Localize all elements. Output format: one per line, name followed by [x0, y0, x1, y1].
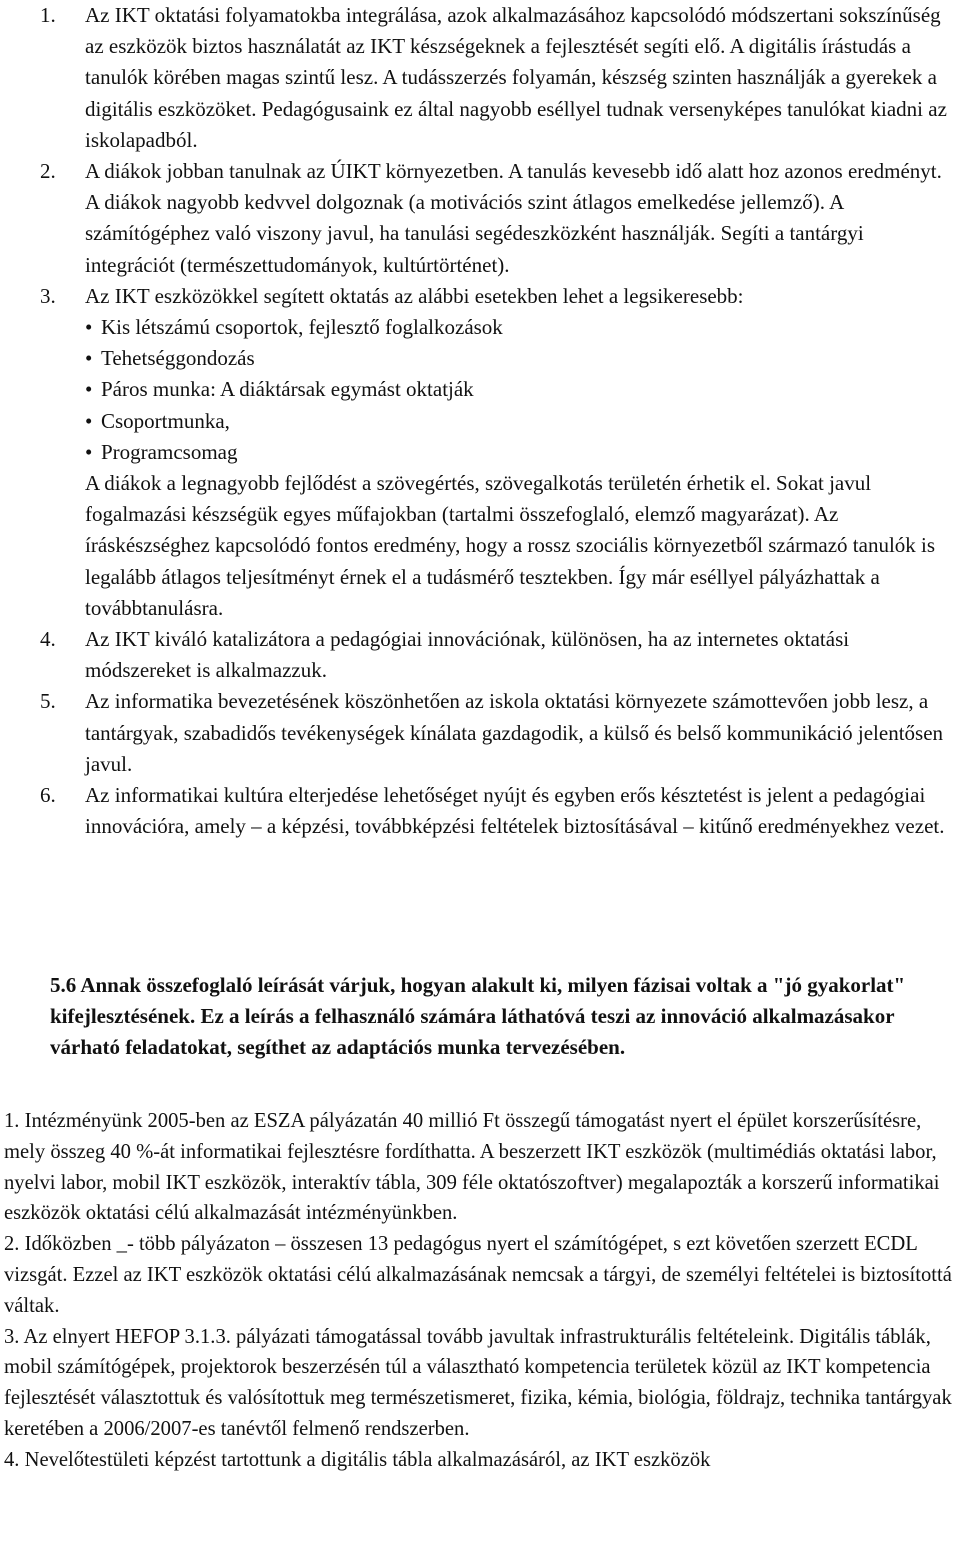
section-heading: 5.6 Annak összefoglaló leírását várjuk, hogyan alakult ki, milyen fázisai voltak a "jó gyakorlat" kifejlesztésének. Ez a leírás a felhasználó számára láthatóvá teszi az innováció alkalmazásakor várható feladatokat, segíthet az adaptációs munka tervezésében. — [50, 973, 906, 1059]
list-item — [0, 780, 960, 842]
report-paragraph: 4. Nevelőtestületi képzést tartottunk a digitális tábla alkalmazásáról, az IKT eszközök — [4, 1448, 711, 1471]
list-item — [0, 156, 960, 281]
list-item — [0, 686, 960, 780]
list-item-number: 3. — [40, 283, 56, 308]
list-item-number: 6. — [40, 783, 56, 808]
bullet-item: • Csoportmunka, — [85, 406, 953, 437]
bullet-item: • Páros munka: A diáktársak egymást oktatják — [85, 374, 953, 405]
list-item-text: A diákok a legnagyobb fejlődést a szövegértés, szövegalkotás területén érhetik el. Sokat javul fogalmazási készségük egyes műfajokban (tartalmi összefoglaló, elemző magyarázat). Az íráskészséghez kapcsolódó fontos eredmény, hogy a rossz szociális környezetből származó tanulók is legalább átlagos teljesítményt érnek el a tudásmérő tesztekben. Így már eséllyel pályázhattak a továbbtanulásra. — [85, 471, 936, 620]
list-item-body — [85, 281, 953, 624]
list-item-text: Az informatika bevezetésének köszönhetően az iskola oktatási környezete számottevően jobb lesz, a tantárgyak, szabadidős tevékenységek kínálata gazdagodik, a külső és belső kommunikáció jelentősen javul. — [85, 689, 944, 776]
bullet-list — [85, 312, 953, 468]
list-item-number: 5. — [40, 689, 56, 714]
list-item — [0, 624, 960, 686]
bullet-item: • Kis létszámú csoportok, fejlesztő foglalkozások — [85, 312, 953, 343]
report-text — [4, 1106, 954, 1476]
bullet-item: • Tehetséggondozás — [85, 343, 953, 374]
list-item-number: 1. — [40, 3, 56, 27]
list-item — [0, 281, 960, 624]
list-item-number: 4. — [40, 627, 56, 652]
list-item-intro: Az IKT eszközökkel segített oktatás az alábbi esetekben lehet a legsikeresebb: — [85, 283, 744, 308]
list-item-text: Az IKT kiváló katalizátora a pedagógiai innovációnak, különösen, ha az internetes oktatási módszereket is alkalmazzuk. — [85, 627, 850, 683]
list-item-text: A diákok jobban tanulnak az ÚIKT környezetben. A tanulás kevesebb idő alatt hoz azonos eredményt. A diákok nagyobb kedvvel dolgoznak (a motivációs szint átlagos emelkedése jellemző). A számítógéphez való viszony javul, ha tanulási segédeszközként használják. Segíti a tantárgyi integrációt (természettudományok, kultúrtörténet). — [85, 159, 942, 277]
report-paragraph: 3. Az elnyert HEFOP 3.1.3. pályázati támogatással tovább javultak infrastrukturális feltételeink. Digitális táblák, mobil számítógépek, projektorok beszerzésén túl a választható kompetencia területek közül az IKT kompetencia fejlesztését választottuk és valósítottuk meg természetismeret, fizika, kémia, biológia, földrajz, technika tantárgyak keretében a 2006/2007-es tanévtől felmenő rendszerben. — [4, 1325, 952, 1440]
list-item-number: 2. — [40, 159, 56, 184]
report-paragraph: 2. Időközben _- több pályázaton – összesen 13 pedagógus nyert el számítógépet, s ezt követően szerzett ECDL vizsgát. Ezzel az IKT eszközök oktatási célú alkalmazásának nemcsak a tárgyi, de személyi feltételei is biztosítottá váltak. — [4, 1233, 952, 1317]
list-item-text: Az IKT oktatási folyamatokba integrálása, azok alkalmazásához kapcsolódó módszertani sokszínűség az eszközök biztos használatát az IKT készségeknek a fejlesztését segíti elő. A digitális írástudás a tanulók körében magas szintű lesz. A tudásszerzés folyamán, készség szinten használják a gyerekek a digitális eszközöket. Pedagógusaink ez által nagyobb eséllyel tudnak versenyképes tanulókat kiadni az iskolapadból. — [85, 3, 947, 152]
bullet-item: • Programcsomag — [85, 437, 953, 468]
list-item — [0, 0, 960, 156]
list-item-text: Az informatikai kultúra elterjedése lehetőséget nyújt és egyben erős késztetést is jelent a pedagógiai innovációra, amely – a képzési, továbbképzési feltételek biztosításával – kitűnő eredményekhez vezet. — [85, 783, 945, 839]
report-paragraph: 1. Intézményünk 2005-ben az ESZA pályázatán 40 millió Ft összegű támogatást nyert el épület korszerűsítésre, mely összeg 40 %-át informatikai fejlesztésre fordíthatta. A beszerzett IKT eszközök (multimédiás oktatási labor, nyelvi labor, mobil IKT eszközök, interaktív tábla, 309 féle oktatószoftver) megalapozták a korszerű informatikai eszközök oktatási célú alkalmazását intézményünkben. — [4, 1110, 940, 1225]
